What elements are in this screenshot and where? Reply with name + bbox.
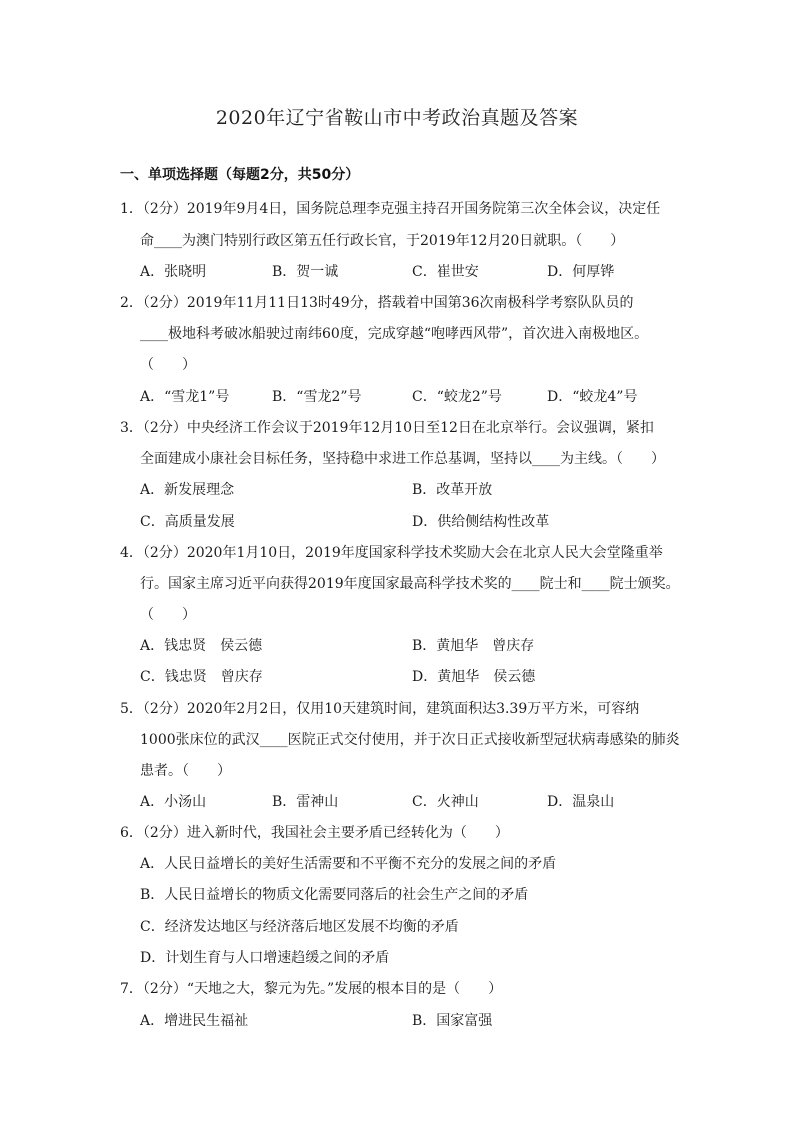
q3-option-a: A．新发展理念 (140, 482, 235, 498)
page-title: 2020年辽宁省鞍山市中考政治真题及答案 (215, 107, 579, 129)
q1-option-b: B．贺一诚 (272, 264, 339, 280)
q1-option-d: D．何厚铧 (547, 264, 615, 280)
q5-option-a: A．小汤山 (140, 794, 207, 810)
q4-option-d: D．黄旭华 侯云德 (412, 669, 536, 685)
q5-option-d: D．温泉山 (547, 794, 615, 810)
q3-option-d: D．供给侧结构性改革 (412, 514, 550, 530)
q3-option-b: B．改革开放 (412, 482, 493, 498)
question-5-line-2: 1000张床位的武汉____医院正式交付使用，并于次日正式接收新型冠状病毒感染的肺炎 (140, 732, 680, 748)
q2-option-b: B．“雪龙2”号 (272, 389, 362, 405)
q6-option-b: B．人民日益增长的物质文化需要同落后的社会生产之间的矛盾 (140, 887, 529, 903)
question-4-line-1: 4．（2分）2020年1月10日，2019年度国家科学技术奖励大会在北京人民大会堂隆重举 (120, 545, 663, 561)
q6-option-d: D．计划生育与人口增速趋缓之间的矛盾 (140, 950, 390, 966)
q1-option-c: C．崔世安 (412, 264, 479, 280)
question-7-line-1: 7．（2分）“天地之大，黎元为先。”发展的根本目的是（ ） (120, 981, 503, 997)
question-4-line-3: （ ） (140, 607, 196, 623)
q1-option-a: A．张晓明 (140, 264, 207, 280)
question-2-line-2: ____极地科考破冰船驶过南纬60度，完成穿越“咆哮西风带”，首次进入南极地区。 (140, 326, 649, 342)
question-3-line-2: 全面建成小康社会目标任务，坚持稳中求进工作总基调，坚持以____为主线。（ ） (140, 451, 665, 467)
q3-option-c: C．高质量发展 (140, 514, 235, 530)
q4-option-a: A．钱忠贤 侯云德 (140, 638, 263, 654)
question-2-line-1: 2．（2分）2019年11月11日13时49分，搭载着中国第36次南极科学考察队队员的 (120, 295, 634, 311)
question-3-line-1: 3．（2分）中央经济工作会议于2019年12月10日至12日在北京举行。会议强调，紧扣 (120, 420, 654, 436)
section-heading: 一、单项选择题（每题2分，共50分） (120, 167, 360, 183)
question-6-line-1: 6．（2分）进入新时代，我国社会主要矛盾已经转化为（ ） (120, 825, 509, 841)
question-1-line-2: 命____为澳门特别行政区第五任行政长官，于2019年12月20日就职。（ ） (140, 233, 625, 249)
q5-option-b: B．雷神山 (272, 794, 339, 810)
q7-option-a: A．增进民生福祉 (140, 1013, 249, 1029)
question-2-line-3: （ ） (140, 357, 196, 373)
question-4-line-2: 行。国家主席习近平向获得2019年度国家最高科学技术奖的____院士和____院士颁奖。 (140, 576, 680, 592)
q2-option-a: A．“雪龙1”号 (140, 389, 230, 405)
q7-option-b: B．国家富强 (412, 1013, 493, 1029)
q6-option-c: C．经济发达地区与经济落后地区发展不均衡的矛盾 (140, 919, 459, 935)
q2-option-c: C．“蛟龙2”号 (412, 389, 502, 405)
q4-option-c: C．钱忠贤 曾庆存 (140, 669, 263, 685)
q5-option-c: C．火神山 (412, 794, 479, 810)
question-5-line-3: 患者。（ ） (140, 763, 231, 779)
q2-option-d: D．“蛟龙4”号 (547, 389, 638, 405)
q6-option-a: A．人民日益增长的美好生活需要和不平衡不充分的发展之间的矛盾 (140, 856, 557, 872)
question-1-line-1: 1．（2分）2019年9月4日，国务院总理李克强主持召开国务院第三次全体会议，决定任 (120, 201, 661, 217)
q4-option-b: B．黄旭华 曾庆存 (412, 638, 535, 654)
question-5-line-1: 5．（2分）2020年2月2日，仅用10天建筑时间，建筑面积达3.39万平方米，可容纳 (120, 701, 640, 717)
